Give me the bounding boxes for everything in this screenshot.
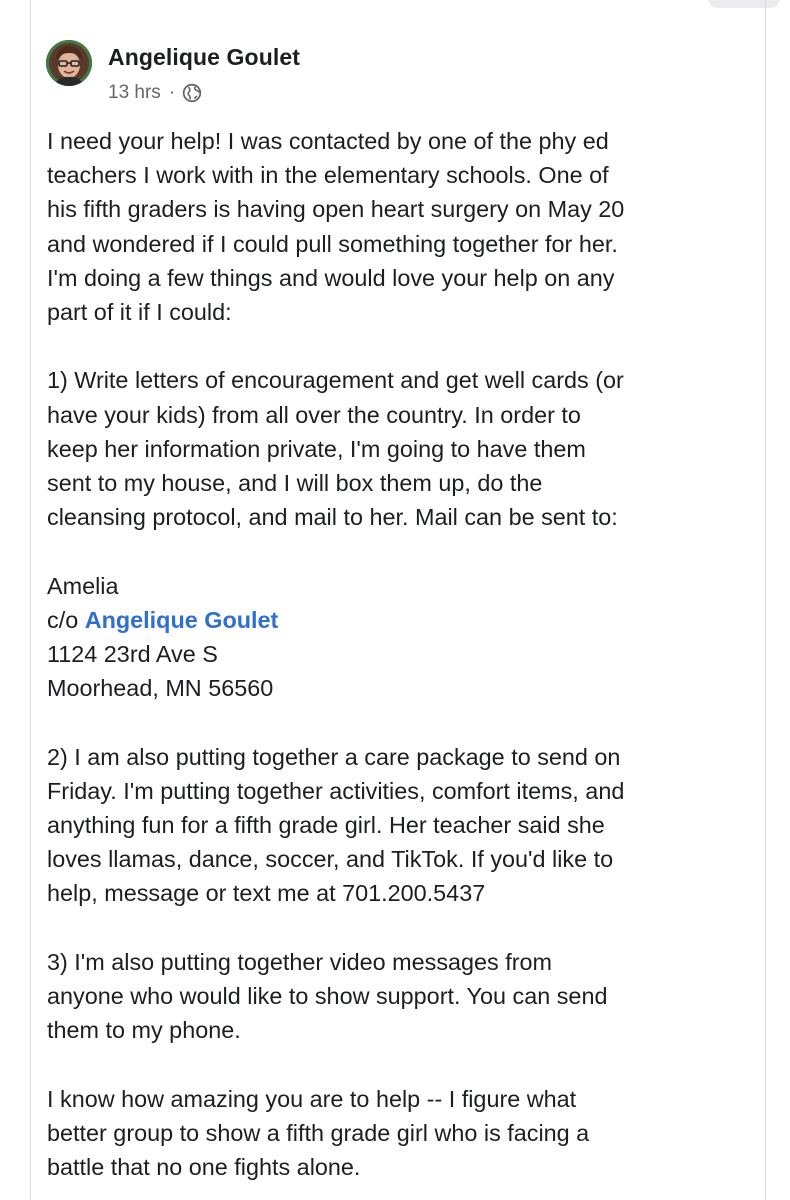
post-intro-paragraph: I need your help! I was contacted by one of the phy ed teachers I work with in the elementary schools. One of his fifth graders is having open heart surgery on May 20 and wondered if I could pull something together for her. I'm doing a few things and would love your help on any part of it if I could: bbox=[47, 128, 625, 326]
avatar[interactable] bbox=[46, 40, 92, 86]
author-name[interactable]: Angelique Goulet bbox=[108, 44, 300, 70]
address-co-prefix: c/o bbox=[47, 606, 85, 633]
post-header bbox=[46, 40, 746, 110]
address-name: Amelia bbox=[47, 572, 119, 599]
meta-separator: · bbox=[168, 82, 176, 103]
top-overflow-pill bbox=[708, 0, 780, 8]
post-closing-paragraph: I know how amazing you are to help -- I figure what better group to show a fifth grade girl who is facing a battle that no one fights alone. bbox=[47, 1085, 590, 1181]
author-mention-link[interactable]: Angelique Goulet bbox=[84, 606, 279, 633]
post-body bbox=[47, 124, 759, 1184]
globe-icon[interactable] bbox=[182, 83, 202, 103]
post-timestamp[interactable]: 13 hrs bbox=[108, 82, 161, 103]
avatar-photo bbox=[46, 40, 92, 86]
post-meta bbox=[108, 81, 202, 105]
card-right-border bbox=[765, 0, 766, 1200]
post-item3-paragraph: 3) I'm also putting together video messages from anyone who would like to show support. You can send them to my phone. bbox=[47, 948, 608, 1044]
card-left-border bbox=[30, 0, 31, 1200]
post-item2-paragraph: 2) I am also putting together a care package to send on Friday. I'm putting together activities, comfort items, and anything fun for a fifth grade girl. Her teacher said she loves llamas, dance, soccer, and TikTok. If you'd like to help, message or text me at 701.200.5437 bbox=[47, 743, 625, 907]
post-item1-paragraph: 1) Write letters of encouragement and get well cards (or have your kids) from all over the country. In order to keep her information private, I'm going to have them sent to my house, and I will box them up, do the cleansing protocol, and mail to her. Mail can be sent to: bbox=[47, 367, 624, 531]
address-city: Moorhead, MN 56560 bbox=[47, 675, 274, 702]
address-street: 1124 23rd Ave S bbox=[47, 641, 218, 668]
mailing-address bbox=[47, 569, 759, 706]
